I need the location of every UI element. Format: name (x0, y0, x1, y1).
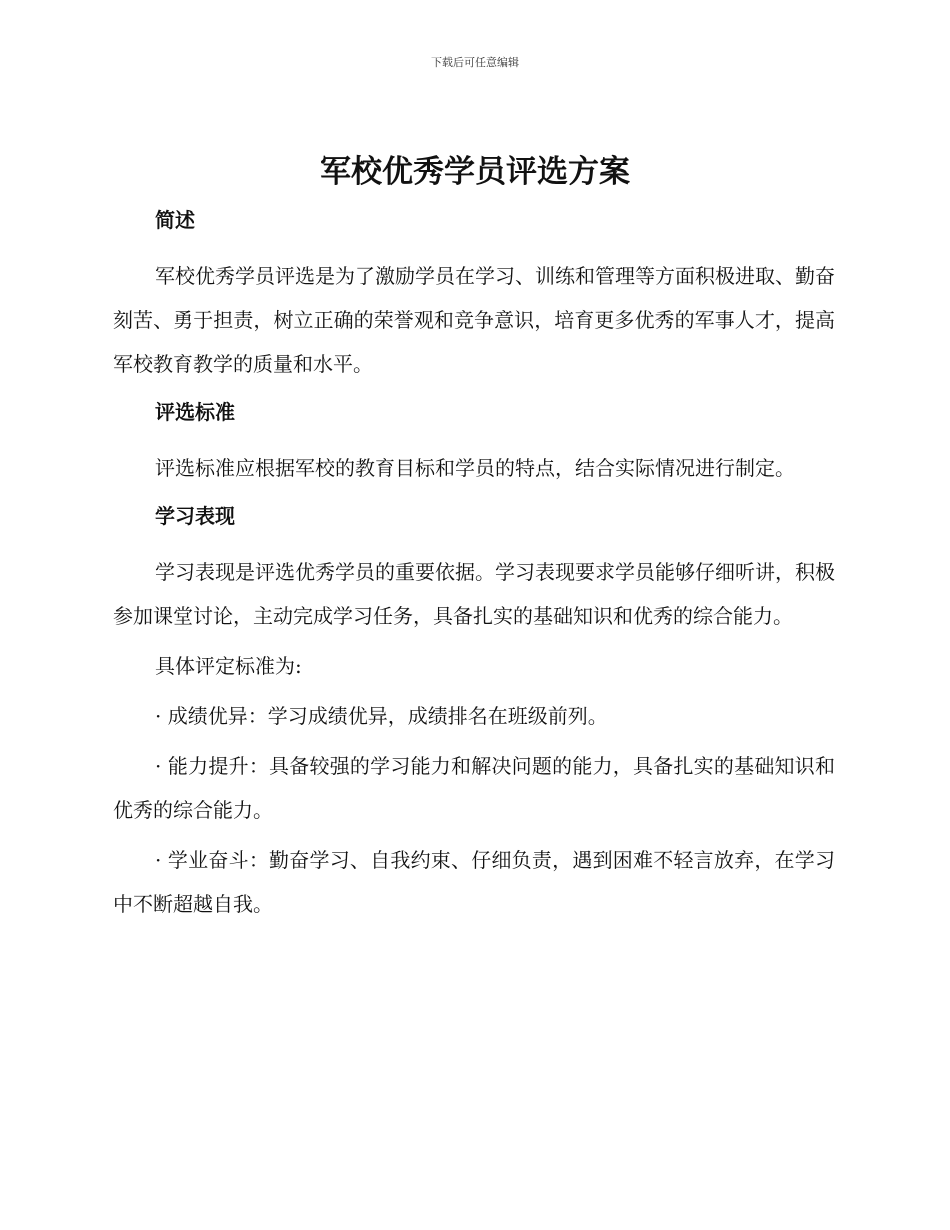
section-heading: 简述 (155, 208, 195, 232)
paragraph: 军校优秀学员评选是为了激励学员在学习、训练和管理等方面积极进取、勤奋刻苦、勇于担责，树立正确的荣誉观和竞争意识，培育更多优秀的军事人才，提高军校教育教学的质量和水平。 (113, 264, 835, 376)
document-title: 军校优秀学员评选方案 (320, 154, 630, 190)
section-criteria (113, 392, 835, 496)
section-heading: 评选标准 (155, 400, 235, 424)
header-note: 下载后可任意编辑 (431, 56, 519, 69)
bullet-item: · 学业奋斗：勤奋学习、自我约束、仔细负责，遇到困难不轻言放弃，在学习中不断超越自我。 (113, 848, 835, 916)
paragraph: 具体评定标准为: (155, 654, 302, 678)
bullet-item: · 成绩优异：学习成绩优异，成绩排名在班级前列。 (155, 704, 608, 728)
paragraph: 学习表现是评选优秀学员的重要依据。学习表现要求学员能够仔细听讲，积极参加课堂讨论，主动完成学习任务，具备扎实的基础知识和优秀的综合能力。 (113, 560, 835, 628)
section-study-performance (113, 496, 835, 926)
paragraph: 评选标准应根据军校的教育目标和学员的特点，结合实际情况进行制定。 (155, 456, 795, 480)
bullet-item: · 能力提升：具备较强的学习能力和解决问题的能力，具备扎实的基础知识和优秀的综合能力。 (113, 754, 835, 822)
section-summary (113, 200, 835, 392)
document-body (113, 200, 835, 926)
section-heading: 学习表现 (155, 504, 235, 528)
